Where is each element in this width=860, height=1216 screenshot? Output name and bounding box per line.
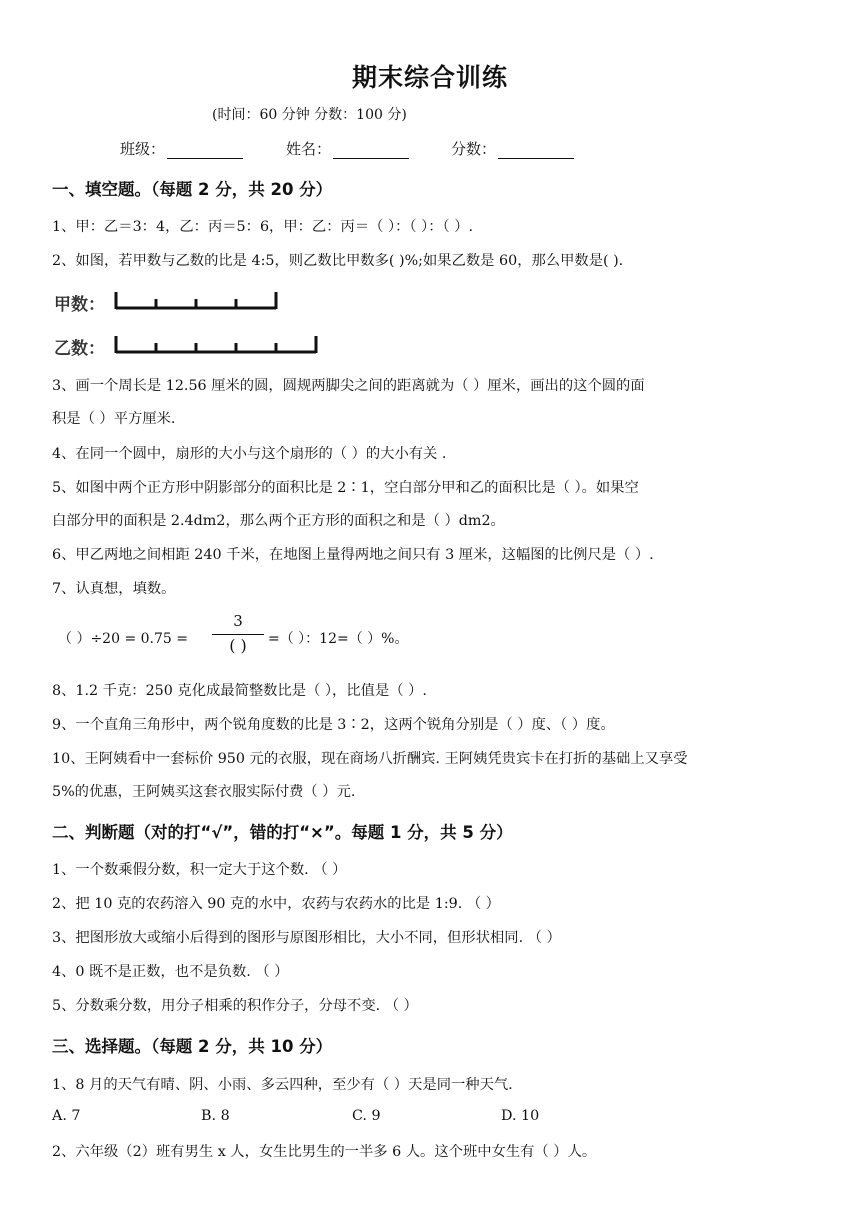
name-blank[interactable]: [333, 144, 409, 159]
q7-expression-part2: =（ ）：12=（ ）%。: [268, 631, 409, 647]
section-1-heading: 一、填空题。（每题 2 分，共 20 分）: [52, 180, 333, 199]
yi-bar-diagram: [112, 332, 322, 358]
q7-fraction-numerator: 3: [233, 612, 243, 630]
score-field: [451, 138, 574, 159]
s3-q1-option-d[interactable]: D. 10: [501, 1108, 540, 1124]
s1-question-8: 8、1.2 千克：250 克化成最简整数比是（ ），比值是（ ）.: [52, 683, 427, 699]
s1-question-10-line2: 5%的优惠，王阿姨买这套衣服实际付费（ ）元.: [52, 784, 356, 800]
q7-fraction-denominator: ( ): [229, 636, 247, 655]
s3-q1-option-c[interactable]: C. 9: [352, 1108, 381, 1124]
name-label: 姓名：: [286, 140, 332, 158]
s2-question-5: 5、分数乘分数，用分子相乘的积作分子，分母不变. （ ）: [52, 998, 418, 1014]
s1-question-7: 7、认真想，填数。: [52, 581, 176, 597]
class-field: [120, 138, 243, 159]
jia-bar-diagram: [112, 288, 282, 314]
s2-question-2: 2、把 10 克的农药溶入 90 克的水中，农药与农药水的比是 1:9. （ ）: [52, 896, 500, 912]
section-3-heading: 三、选择题。（每题 2 分，共 10 分）: [52, 1037, 333, 1056]
s1-question-3-line1: 3、画一个周长是 12.56 厘米的圆，圆规两脚尖之间的距离就为（ ）厘米，画出的这个圆的面: [52, 378, 645, 394]
s1-question-10-line1: 10、王阿姨看中一套标价 950 元的衣服，现在商场八折酬宾. 王阿姨凭贵宾卡在打折的基础上又享受: [52, 751, 688, 767]
class-blank[interactable]: [167, 144, 243, 159]
s1-question-5-line2: 白部分甲的面积是 2.4dm2，那么两个正方形的面积之和是（ ）dm2。: [52, 513, 505, 529]
score-label: 分数：: [451, 140, 497, 158]
diagram-yi-label: 乙数：: [54, 339, 105, 359]
q7-fraction-bar: [212, 634, 264, 635]
diagram-jia-label: 甲数：: [54, 295, 105, 315]
page-title: 期末综合训练: [351, 63, 508, 92]
s2-question-3: 3、把图形放大或缩小后得到的图形与原图形相比，大小不同，但形状相同. （ ）: [52, 930, 561, 946]
class-label: 班级：: [120, 140, 166, 158]
exam-subtitle: (时间：60 分钟 分数：100 分): [212, 107, 407, 123]
s1-question-2: 2、如图，若甲数与乙数的比是 4:5，则乙数比甲数多( )%;如果乙数是 60，那么甲数是( ).: [52, 253, 624, 269]
s3-question-1: 1、8 月的天气有晴、阴、小雨、多云四种，至少有（ ）天是同一种天气.: [52, 1077, 513, 1093]
s1-question-1: 1、甲：乙＝3：4，乙：丙＝5：6，甲：乙：丙＝（ ）：（ ）：（ ）.: [52, 219, 474, 235]
s1-question-9: 9、一个直角三角形中，两个锐角度数的比是 3∶2，这两个锐角分别是（ ）度、（ ）度。: [52, 717, 615, 733]
s2-question-4: 4、0 既不是正数，也不是负数. （ ）: [52, 964, 289, 980]
s2-question-1: 1、一个数乘假分数，积一定大于这个数. （ ）: [52, 862, 347, 878]
s1-question-3-line2: 积是（ ）平方厘米.: [52, 411, 176, 427]
s3-q1-option-a[interactable]: A. 7: [52, 1108, 81, 1124]
s3-q1-option-b[interactable]: B. 8: [201, 1108, 230, 1124]
name-field: [286, 138, 409, 159]
q7-expression-part1: （ ）÷20 = 0.75 =: [58, 631, 188, 647]
s1-question-5-line1: 5、如图中两个正方形中阴影部分的面积比是 2∶1，空白部分甲和乙的面积比是（ ）。如果空: [52, 480, 639, 496]
s1-question-6: 6、甲乙两地之间相距 240 千米，在地图上量得两地之间只有 3 厘米，这幅图的比例尺是（ ）.: [52, 547, 654, 563]
s3-question-2: 2、六年级（2）班有男生 x 人，女生比男生的一半多 6 人。这个班中女生有（ ）人。: [52, 1144, 597, 1160]
score-blank[interactable]: [498, 144, 574, 159]
s1-question-4: 4、在同一个圆中，扇形的大小与这个扇形的（ ）的大小有关 .: [52, 446, 447, 462]
section-2-heading: 二、判断题（对的打“√”，错的打“×”。每题 1 分，共 5 分）: [52, 823, 513, 842]
